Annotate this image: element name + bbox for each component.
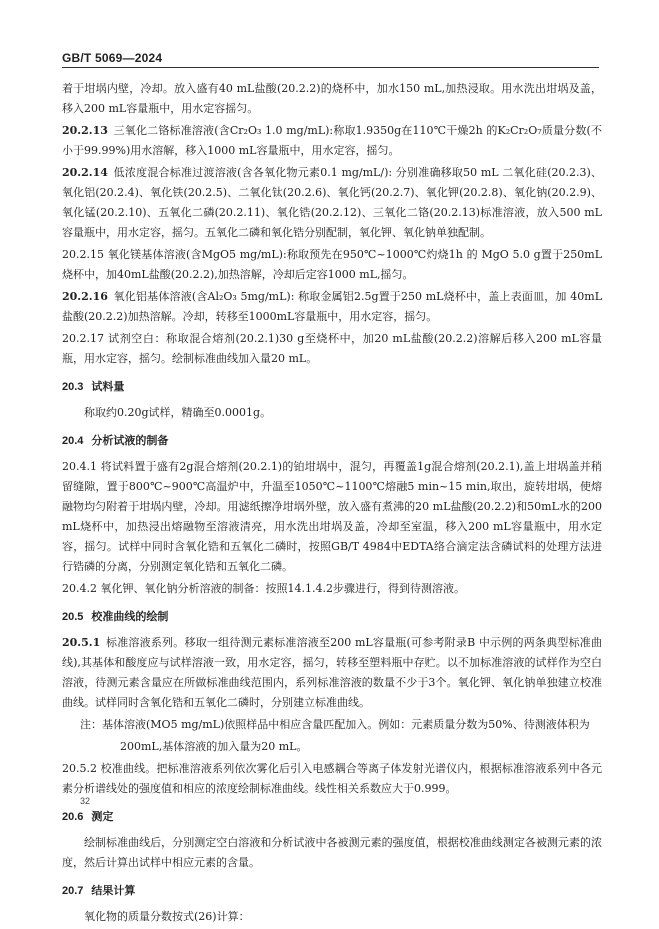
section-title: 结果计算 [91,885,136,897]
clause-number: 20.2.15 [62,248,104,261]
clause-number: 20.2.13 [62,124,108,137]
clause-20-2-14 [62,163,602,243]
clause-20-2-15 [62,245,602,285]
section-heading-20-3 [62,377,602,397]
page-number: 32 [80,796,91,806]
section-title: 试料量 [91,381,125,393]
header-rule [62,67,599,68]
clause-text: 氧化铝基体溶液(含Al₂O₃ 5mg/mL): 称取金属铝2.5g置于250 mL烧杯中，盖上表面皿，加 40mL 盐酸(20.2.2)加热溶解。冷却，转移至1000mL容量瓶中，用水定容，摇匀。 [62,290,603,323]
clause-text: 标准溶液系列。移取一组待测元素标准溶液至200 mL容量瓶(可参考附录B 中示例的两条典型标准曲线),其基体和酸度应与试样溶液一致，用水定容，摇匀，转移至塑料瓶中存贮。以不加标准溶液的试样作为空白溶液，待测元素含量应在所做标准曲线范围内，系列标准溶液的数量不少于3个。氧化钾、氧化钠单独建立校准曲线。试样同时含氧化锆和五氧化二磷时，分别建立标准曲线。 [62,636,602,709]
section-heading-20-4 [62,431,602,451]
section-number: 20.5 [62,611,84,623]
clause-text: 低浓度混合标准过渡溶液(含各氧化物元素0.1 mg/mL/): 分别准确移取50 mL 二氧化硅(20.2.3)、氧化铝(20.2.4)、氧化铁(20.2.5)、二氧化钛(20.2.6)、氧化钙(20.2.7)、氧化钾(20.2.8)、氧化钠(20.2.9)、氧化锰(20.2.10)、五氧化二磷(20.2.11)、氧化锆(20.2.12)、三氧化二铬(20.2.13)标准溶液，放入500 mL容量瓶中，用水定容，摇匀。五氧化二磷和氧化锆分别配制，氧化钾、氧化钠单独配制。 [62,166,602,239]
document-body [62,79,602,929]
clause-text: 氧化镁基体溶液(含MgO5 mg/mL):称取预先在950℃~1000℃灼烧1h 的 MgO 5.0 g置于250mL烧杯中，加40mL盐酸(20.2.2),加热溶解，冷却后定容1000 mL,摇匀。 [62,248,603,281]
clause-20-4-2: 20.4.2 氧化钾、氧化钠分析溶液的制备：按照14.1.4.2步骤进行，得到待测溶液。 [62,582,465,595]
section-title: 分析试液的制备 [91,435,169,447]
section-number: 20.6 [62,811,84,823]
clause-text: 试剂空白：称取混合熔剂(20.2.1)30 g至烧杯中，加20 mL盐酸(20.2.2)溶解后移入200 mL容量瓶，用水定容，摇匀。绘制标准曲线加入量20 mL。 [62,332,602,365]
clause-20-2-13 [62,121,602,161]
clause-20-2-16 [62,287,602,327]
section-heading-20-5 [62,607,602,627]
measurement-text: 绘制标准曲线后，分别测定空白溶液和分析试液中各被测元素的强度值，根据校准曲线测定各被测元素的浓度，然后计算出试样中相应元素的含量。 [62,836,602,869]
sample-amount-text: 称取约0.20g试样，精确至0.0001g。 [84,406,272,419]
paragraph-continuation: 着于坩埚内壁，冷却。放入盛有40 mL盐酸(20.2.2)的烧杯中，加水150 mL,加热浸取。用水洗出坩埚及盖，移入200 mL容量瓶中，用水定容摇匀。 [62,82,602,115]
section-number: 20.3 [62,381,84,393]
clause-20-5-1 [62,633,602,713]
note-line-1: 注：基体溶液(MO5 mg/mL)依照样品中相应含量匹配加入。例如：元素质量分数为50%、待测液体积为 [80,718,590,731]
section-number: 20.7 [62,885,84,897]
standard-header: GB/T 5069—2024 [62,51,163,65]
section-heading-20-6 [62,807,602,827]
clause-20-4-1: 20.4.1 将试料置于盛有2g混合熔剂(20.2.1)的铂坩埚中，混匀，再覆盖1g混合熔剂(20.2.1),盖上坩埚盖并稍留缝隙，置于800℃~900℃高温炉中，升温至1050℃~1100℃熔融5 min~15 min,取出，旋转坩埚，使熔融物均匀附着于坩埚内壁，冷却。用滤纸擦净坩埚外壁，放入盛有煮沸的20 mL盐酸(20.2.2)和50mL水的200mL烧杯中，加热浸出熔融物至溶液清亮，用水洗出坩埚及盖，冷却至室温，移入200 mL容量瓶中，用水定容，摇匀。试样中同时含氧化锆和五氧化二磷时，按照GB/T 4984中EDTA络合滴定法含磷试料的处理方法进行锆磷的分离，分别测定氧化锆和五氧化二磷。 [62,460,602,573]
section-number: 20.4 [62,435,84,447]
note-line-2: 200mL,基体溶液的加入量为20 mL。 [120,740,308,753]
clause-number: 20.2.14 [62,166,108,179]
clause-number: 20.2.17 [62,332,104,345]
clause-text: 三氧化二铬标准溶液(含Cr₂O₃ 1.0 mg/mL):称取1.9350g在110℃干燥2h 的K₂Cr₂O₇质量分数(不小于99.99%)用水溶解，移入1000 mL容量瓶中，用水定容，摇匀。 [62,124,603,157]
clause-number: 20.5.1 [62,636,101,649]
clause-20-5-2: 20.5.2 校准曲线。把标准溶液系列依次雾化后引入电感耦合等离子体发射光谱仪内，根据标准溶液系列中各元素分析谱线处的强度值和相应的浓度绘制标准曲线。线性相关系数应大于0.999。 [62,762,602,795]
section-heading-20-7 [62,881,602,901]
section-title: 测定 [91,811,114,823]
section-title: 校准曲线的绘制 [91,611,169,623]
clause-number: 20.2.16 [62,290,108,303]
calculation-intro-text: 氧化物的质量分数按式(26)计算： [84,910,250,923]
clause-20-2-17 [62,329,602,369]
